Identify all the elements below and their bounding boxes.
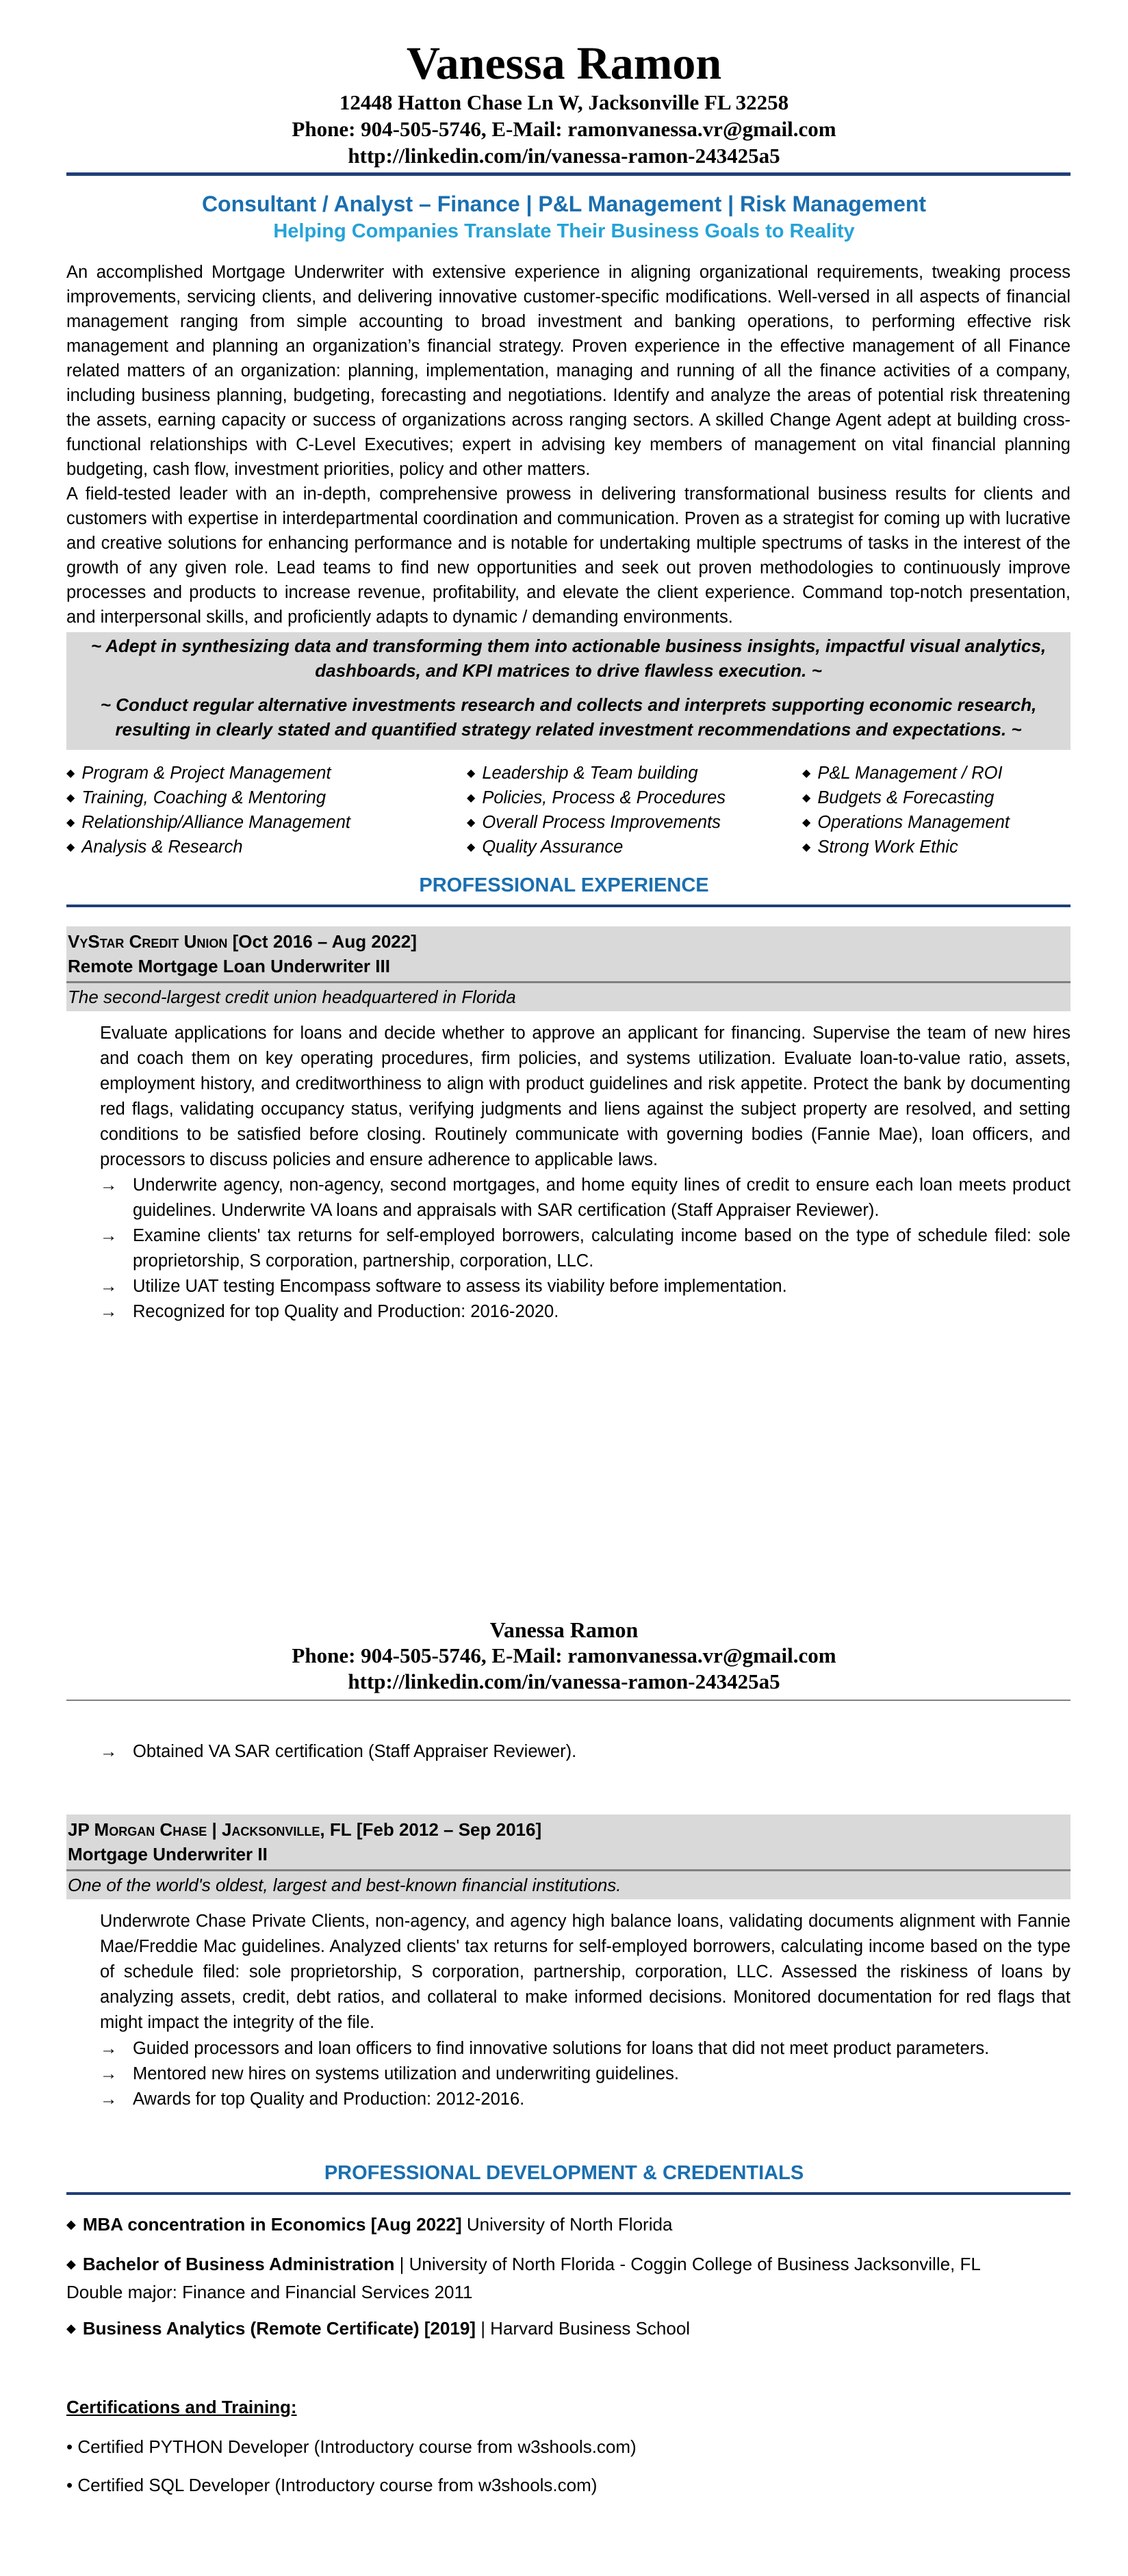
certification-item: • Certified SQL Developer (Introductory course from w3shools.com): [66, 2475, 598, 2495]
skill-item: ◆ Program & Project Management: [66, 762, 350, 787]
headline-title: Consultant / Analyst – Finance | P&L Management | Risk Management: [201, 192, 927, 216]
credential-title: MBA concentration in Economics [Aug 2022]: [82, 2214, 462, 2235]
experience-divider: [66, 905, 1071, 907]
job2-summary: Underwrote Chase Private Clients, non-agency, and agency high balance loans, validating documents alignment with Fannie Mae/Freddie Mac guidelines. Analyzed clients' tax returns for self-employed borrowers, calculating income based on the type of schedule filed: sole proprietorship, S corporation, partnership, corporation, LLC. Assessed the riskiness of loans by analyzing assets, credit, debt ratios, and collateral to make informed decisions. Monitored documentation for red flags that might impact the integrity of the file.: [100, 1912, 1071, 2032]
job2-company: JP Morgan Chase | Jacksonville, FL: [68, 1819, 352, 1840]
skill-item: ◆ Strong Work Ethic: [802, 836, 1010, 861]
credential-detail: | University of North Florida - Coggin College of Business Jacksonville, FL: [394, 2254, 981, 2274]
job1-bullet: → Utilize UAT testing Encompass software to assess its viability before implementation.: [100, 1274, 1071, 1299]
job1-bullet: → Obtained VA SAR certification (Staff Appraiser Reviewer).: [100, 1739, 1071, 1765]
credential-detail: | Harvard Business School: [475, 2318, 691, 2339]
skill-item: ◆ Overall Process Improvements: [467, 811, 726, 836]
job1-description: The second-largest credit union headquartered in Florida: [66, 981, 1071, 1011]
page2-phone-email: Phone: 904-505-5746, E-Mail: ramonvanessa.vr@gmail.com: [292, 1643, 836, 1667]
diamond-bullet-icon: ◆: [66, 2321, 76, 2335]
job1-summary: Evaluate applications for loans and decide whether to approve an applicant for financing. Supervise the team of new hires and coach them on key operating procedures, firm policies, and systems utilization. Evaluate loan-to-value ratio, assets, employment history, and creditworthiness to align with product guidelines and risk appetite. Protect the bank by documenting red flags, validating occupancy status, verifying judgments and liens against the subject property are resolved, and setting conditions to be satisfied before closing. Routinely communicate with governing bodies (Fannie Mae), loan officers, and processors to discuss policies and ensure adherence to applicable laws.: [100, 1024, 1071, 1169]
skill-item: ◆ Operations Management: [802, 811, 1010, 836]
credential-mba: [66, 2211, 1071, 2239]
phone-email: Phone: 904-505-5746, E-Mail: ramonvanessa.vr@gmail.com: [292, 117, 836, 141]
headline-subtitle: Helping Companies Translate Their Business Goals to Reality: [273, 220, 855, 242]
skill-item: ◆ Budgets & Forecasting: [802, 787, 1010, 811]
page2-linkedin: http://linkedin.com/in/vanessa-ramon-243425a5: [348, 1669, 780, 1693]
header-divider: [66, 172, 1071, 176]
credential-bba: [66, 2251, 1071, 2305]
page2-name: Vanessa Ramon: [489, 1617, 639, 1642]
skill-item: ◆ Policies, Process & Procedures: [467, 787, 726, 811]
linkedin-url: http://linkedin.com/in/vanessa-ramon-243425a5: [348, 144, 780, 168]
certification-item: • Certified PYTHON Developer (Introductory course from w3shools.com): [66, 2436, 637, 2457]
credential-business-analytics: [66, 2315, 1071, 2343]
job1-bullet: → Underwrite agency, non-agency, second mortgages, and home equity lines of credit to ensure each loan meets product guidelines. Underwrite VA loans and appraisals with SAR certification (Staff Appraiser Reviewer).: [100, 1173, 1071, 1223]
job1-continued-bullets: [100, 1739, 1071, 1765]
job1-bullets: [100, 1173, 1071, 1325]
credential-title: Bachelor of Business Administration: [82, 2254, 395, 2274]
diamond-bullet-icon: ◆: [66, 2217, 76, 2231]
skill-item: ◆ Relationship/Alliance Management: [66, 811, 350, 836]
highlights-box: [66, 632, 1071, 750]
credentials-divider: [66, 2192, 1071, 2195]
job2-bullet: → Mentored new hires on systems utilization and underwriting guidelines.: [100, 2061, 1071, 2087]
credential-title: Business Analytics (Remote Certificate) [2019]: [82, 2318, 476, 2339]
skill-item: ◆ P&L Management / ROI: [802, 762, 1010, 787]
skills-column-2: [467, 762, 726, 861]
job1-title: Remote Mortgage Loan Underwriter III: [68, 956, 390, 976]
highlight-1: ~ Adept in synthesizing data and transforming them into actionable business insights, impactful visual analytics, dashboards, and KPI matrices to drive flawless execution. ~: [90, 636, 1047, 681]
certifications-heading: Certifications and Training:: [66, 2397, 297, 2417]
highlight-2: ~ Conduct regular alternative investments research and collects and interprets supporting economic research, resulting in clearly stated and quantified strategy related investment recommendations and expectations. ~: [100, 694, 1037, 740]
job2-bullets: [100, 2036, 1071, 2112]
experience-section-title: PROFESSIONAL EXPERIENCE: [419, 874, 709, 896]
job1-dates: [Oct 2016 – Aug 2022]: [232, 931, 417, 952]
credential-detail: University of North Florida: [461, 2214, 673, 2235]
credentials-section-title: PROFESSIONAL DEVELOPMENT & CREDENTIALS: [324, 2162, 804, 2184]
skill-item: ◆ Analysis & Research: [66, 836, 350, 861]
job2-bullet: → Guided processors and loan officers to find innovative solutions for loans that did not meet product parameters.: [100, 2036, 1071, 2061]
job2-bullet: → Awards for top Quality and Production: 2012-2016.: [100, 2087, 1071, 2112]
skills-column-1: [66, 762, 350, 861]
job1-company: VyStar Credit Union: [68, 931, 228, 952]
diamond-bullet-icon: ◆: [66, 2257, 76, 2271]
skills-column-3: [802, 762, 1010, 861]
skill-item: ◆ Leadership & Team building: [467, 762, 726, 787]
candidate-name: Vanessa Ramon: [406, 37, 722, 89]
job1-bullet: → Examine clients' tax returns for self-employed borrowers, calculating income based on the type of schedule filed: sole proprietorship, S corporation, partnership, corporation, LLC.: [100, 1223, 1071, 1274]
skill-item: ◆ Quality Assurance: [467, 836, 726, 861]
job1-bullet: → Recognized for top Quality and Production: 2016-2020.: [100, 1299, 1071, 1325]
job1-header: [66, 926, 1071, 981]
job2-title: Mortgage Underwriter II: [68, 1844, 268, 1864]
summary-paragraph-1: An accomplished Mortgage Underwriter with extensive experience in aligning organizational requirements, tweaking process improvements, servicing clients, and delivering innovative customer-specific modifications. Well-versed in all aspects of financial management ranging from simple accounting to broad investment and banking operations, to performing effective risk management and planning an organization’s financial strategy. Proven experience in the effective management of all Finance related matters of an organization: planning, implementation, managing and running of all the finance activities of a company, including business planning, budgeting, forecasting and negotiations. Identify and analyze the areas of potential risk threatening the assets, earning capacity or success of organizations across ranging sectors. A skilled Change Agent adept at building cross-functional relationships with C-Level Executives; expert in advising key members of management on vital financial planning budgeting, cash flow, investment priorities, policy and other matters.: [66, 263, 1071, 479]
address: 12448 Hatton Chase Ln W, Jacksonville FL 32258: [339, 90, 789, 114]
summary-paragraph-2: A field-tested leader with an in-depth, comprehensive prowess in delivering transformational business results for clients and customers with expertise in interdepartmental coordination and communication. Proven as a strategist for coming up with lucrative and creative solutions for enhancing performance and is notable for undertaking multiple spectrums of tasks in the interest of the growth of any given role. Lead teams to find new opportunities and seek out proven methodologies to continuously improve processes and products to increase revenue, profitability, and elevate the client experience. Command top-notch presentation, and interpersonal skills, and proficiently adapts to dynamic / demanding environments.: [66, 484, 1071, 627]
job2-header: [66, 1814, 1071, 1869]
job2-description: One of the world's oldest, largest and best-known financial institutions.: [66, 1869, 1071, 1899]
credential-detail-line2: Double major: Finance and Financial Services 2011: [66, 2282, 473, 2302]
job2-dates: [Feb 2012 – Sep 2016]: [356, 1819, 542, 1840]
page2-divider: [66, 1700, 1071, 1701]
skill-item: ◆ Training, Coaching & Mentoring: [66, 787, 350, 811]
